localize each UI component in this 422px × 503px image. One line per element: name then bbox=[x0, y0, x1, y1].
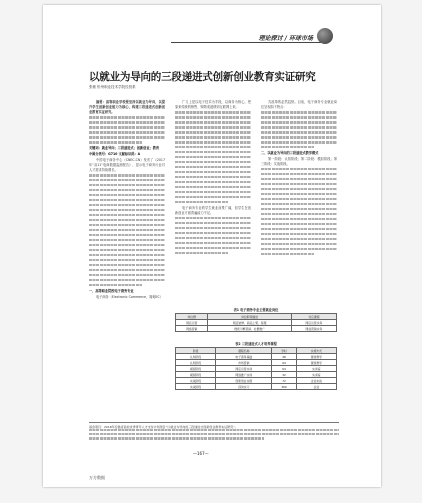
text-line bbox=[175, 227, 251, 230]
table-2 bbox=[175, 341, 337, 390]
column-header: 阶段 bbox=[176, 348, 216, 354]
header-rule bbox=[171, 42, 321, 43]
text-line bbox=[175, 191, 251, 194]
text-line bbox=[89, 274, 165, 277]
column-header: 实施方式 bbox=[296, 348, 336, 354]
text-line bbox=[89, 219, 165, 222]
text-line bbox=[175, 131, 251, 134]
text-line bbox=[175, 181, 251, 184]
text-line bbox=[175, 237, 251, 240]
table-cell: 课堂教学 bbox=[296, 360, 336, 366]
table-cell: 市场营销 bbox=[216, 360, 272, 366]
text-line bbox=[89, 244, 165, 247]
text-line bbox=[261, 228, 337, 231]
running-header bbox=[171, 33, 341, 45]
table-row bbox=[176, 384, 337, 390]
text-line bbox=[175, 156, 251, 159]
text-line bbox=[261, 183, 337, 186]
table-cell: 模拟阶段 bbox=[176, 372, 216, 378]
text-line bbox=[261, 173, 337, 176]
text-line bbox=[89, 194, 165, 197]
text-line bbox=[175, 196, 251, 199]
text-line bbox=[261, 116, 337, 119]
text-line bbox=[175, 171, 251, 174]
text-line bbox=[261, 253, 314, 256]
text-line bbox=[175, 201, 228, 204]
globe-icon bbox=[317, 28, 333, 44]
paragraph: 电子商务（Electronic Commerce，简称EC） bbox=[96, 294, 163, 299]
journal-page bbox=[43, 5, 381, 487]
text-line bbox=[89, 224, 165, 227]
text-line bbox=[261, 203, 337, 206]
table-cell: 实训室 bbox=[296, 366, 336, 372]
table-cell: 实战阶段 bbox=[176, 378, 216, 384]
column-header: 学时 bbox=[272, 348, 296, 354]
text-line bbox=[89, 141, 142, 144]
text-line bbox=[175, 232, 251, 235]
table-title: 表1 电子商务专业主要就业岗位 bbox=[233, 308, 279, 312]
text-line bbox=[89, 179, 165, 182]
table-cell: 网络营销实务 bbox=[291, 326, 336, 332]
table-cell: 网络营销 bbox=[176, 326, 208, 332]
table-cell: 模拟阶段 bbox=[176, 366, 216, 372]
text-line bbox=[261, 198, 337, 201]
footnote bbox=[89, 422, 339, 442]
table-cell: 48 bbox=[272, 354, 296, 360]
text-line bbox=[175, 166, 251, 169]
text-line bbox=[261, 238, 337, 241]
text-line bbox=[89, 126, 165, 129]
column-header: 岗位职责描述 bbox=[208, 314, 291, 320]
table-row bbox=[176, 326, 337, 332]
text-line bbox=[261, 213, 337, 216]
table-cell: 网店运营实训 bbox=[216, 366, 272, 372]
text-column-2 bbox=[175, 100, 251, 257]
text-line bbox=[89, 264, 165, 267]
table-cell: 认知阶段 bbox=[176, 354, 216, 360]
text-line bbox=[261, 218, 337, 221]
text-line bbox=[261, 208, 337, 211]
column-header: 课程名称 bbox=[216, 348, 272, 354]
text-line bbox=[261, 146, 314, 149]
table-cell: 企业实战 bbox=[296, 378, 336, 384]
paragraph: 广义上是以电子技术为手段，以商务为核心，把原来传统的销售、购物渠道移到互联网上来。 bbox=[175, 100, 251, 109]
text-line bbox=[89, 429, 339, 431]
text-line bbox=[89, 184, 165, 187]
text-line bbox=[89, 437, 264, 439]
text-line bbox=[175, 126, 251, 129]
text-line bbox=[261, 188, 337, 191]
text-line bbox=[89, 229, 165, 232]
text-line bbox=[89, 174, 165, 177]
table-cell: 360 bbox=[272, 384, 296, 390]
table-cell: 网店运营实务 bbox=[291, 320, 336, 326]
text-line bbox=[175, 242, 251, 245]
text-line bbox=[261, 121, 337, 124]
table-cell: 网店运营 bbox=[176, 320, 208, 326]
table-cell: 32 bbox=[272, 372, 296, 378]
table-cell: 顶岗实习 bbox=[216, 384, 272, 390]
table-cell: 实训室 bbox=[296, 372, 336, 378]
text-line bbox=[89, 433, 339, 435]
text-line bbox=[175, 121, 251, 124]
text-line bbox=[175, 222, 251, 225]
text-line bbox=[175, 116, 251, 119]
table-cell: 课堂教学 bbox=[296, 354, 336, 360]
text-line bbox=[175, 252, 228, 255]
text-line bbox=[261, 223, 337, 226]
text-line bbox=[89, 239, 165, 242]
text-line bbox=[261, 243, 337, 246]
text-line bbox=[261, 141, 337, 144]
keywords: 关键词：就业导向；三段递进式；创新创业；教育 bbox=[89, 145, 160, 150]
text-line bbox=[89, 284, 142, 287]
text-line bbox=[175, 151, 251, 154]
text-line bbox=[175, 146, 251, 149]
table-1 bbox=[175, 307, 337, 332]
publisher-mark: 万方数据 bbox=[89, 475, 105, 480]
text-line bbox=[89, 136, 165, 139]
table-cell: 72 bbox=[272, 378, 296, 384]
section-label: 理论探讨 / 环球市场 bbox=[258, 35, 313, 42]
text-line bbox=[175, 176, 251, 179]
table-cell: 搜索引擎营销、社群推广 bbox=[208, 326, 291, 332]
table-cell: 实战阶段 bbox=[176, 384, 216, 390]
data-table bbox=[175, 313, 337, 332]
text-line bbox=[175, 136, 251, 139]
table-title: 表2 三段递进式人才培养课程 bbox=[235, 342, 277, 346]
column-header: 岗位群 bbox=[176, 314, 208, 320]
table-cell: 网店装修、商品上架、客服 bbox=[208, 320, 291, 326]
text-line bbox=[261, 131, 337, 134]
text-line bbox=[261, 178, 337, 181]
text-line bbox=[89, 131, 165, 134]
text-line bbox=[89, 254, 165, 257]
text-line bbox=[89, 189, 165, 192]
article-authors: 张敏 忻州职业技术学院经管系 bbox=[89, 85, 136, 89]
text-column-1 bbox=[89, 100, 165, 301]
text-column-3 bbox=[261, 100, 337, 258]
text-line bbox=[89, 204, 165, 207]
table-cell: 64 bbox=[272, 366, 296, 372]
text-line bbox=[175, 161, 251, 164]
section-heading: 一、高等职业院校电子商务专业 bbox=[89, 288, 134, 293]
text-line bbox=[261, 168, 337, 171]
text-line bbox=[261, 111, 337, 114]
article-title: 以就业为导向的三段递进式创新创业教育实证研究 bbox=[89, 71, 316, 83]
text-line bbox=[89, 199, 165, 202]
text-line bbox=[261, 126, 337, 129]
text-line bbox=[89, 279, 165, 282]
text-line bbox=[175, 247, 251, 250]
paragraph: 第一阶段：认知阶段；第二阶段：模拟阶段；第三阶段：实战阶段。 bbox=[261, 156, 337, 166]
text-line bbox=[89, 249, 165, 252]
text-line bbox=[175, 217, 251, 220]
paragraph: 式改革的必然趋势。目前，电子商务专业就业岗位呈现如下特点： bbox=[261, 100, 337, 109]
text-line bbox=[175, 141, 251, 144]
text-line bbox=[261, 193, 337, 196]
text-line bbox=[89, 121, 165, 124]
text-line bbox=[175, 111, 251, 114]
text-line bbox=[89, 214, 165, 217]
table-cell: 企业 bbox=[296, 384, 336, 390]
table-cell: 创新创业实践 bbox=[216, 378, 272, 384]
classification: 中图分类号：G710 文献标识码：A bbox=[89, 151, 141, 156]
text-line bbox=[89, 269, 165, 272]
text-line bbox=[261, 233, 337, 236]
paragraph: 电子商务专业的学生就业前景广阔，但学生在创新创业方面普遍能力不足。 bbox=[175, 205, 251, 215]
data-table bbox=[175, 347, 337, 390]
text-line bbox=[175, 186, 251, 189]
text-line bbox=[89, 234, 165, 237]
text-line bbox=[89, 259, 165, 262]
section-heading: 二、以就业为导向的三段递进式教学模式 bbox=[261, 150, 319, 155]
table-cell: 认知阶段 bbox=[176, 360, 216, 366]
text-line bbox=[261, 136, 337, 139]
text-line bbox=[89, 116, 165, 119]
table-cell: 电子商务基础 bbox=[216, 354, 272, 360]
footnote-text: 基金项目：2018年安徽省高校优秀青年人才支持计划项目“以就业为导向的三段递进式创新创业教育实证研究”。 bbox=[89, 425, 238, 429]
abstract: 摘要：高等职业学校要坚持以就业为导向，以提升学生创新创业能力为核心，构建三段递进式创新创业教育实证研究。 bbox=[89, 100, 165, 114]
table-cell: 网络推广实训 bbox=[216, 372, 272, 378]
text-line bbox=[261, 248, 337, 251]
paragraph: 中国电子商务中心（CNEC.CN）发布了《2017年“双11”电商数据监测报告》，显示电子商务行业对人才需求持续增长。 bbox=[89, 157, 165, 172]
column-header: 对应课程 bbox=[291, 314, 336, 320]
table-cell: 64 bbox=[272, 360, 296, 366]
page-number: —167— bbox=[193, 451, 209, 456]
text-line bbox=[89, 209, 165, 212]
